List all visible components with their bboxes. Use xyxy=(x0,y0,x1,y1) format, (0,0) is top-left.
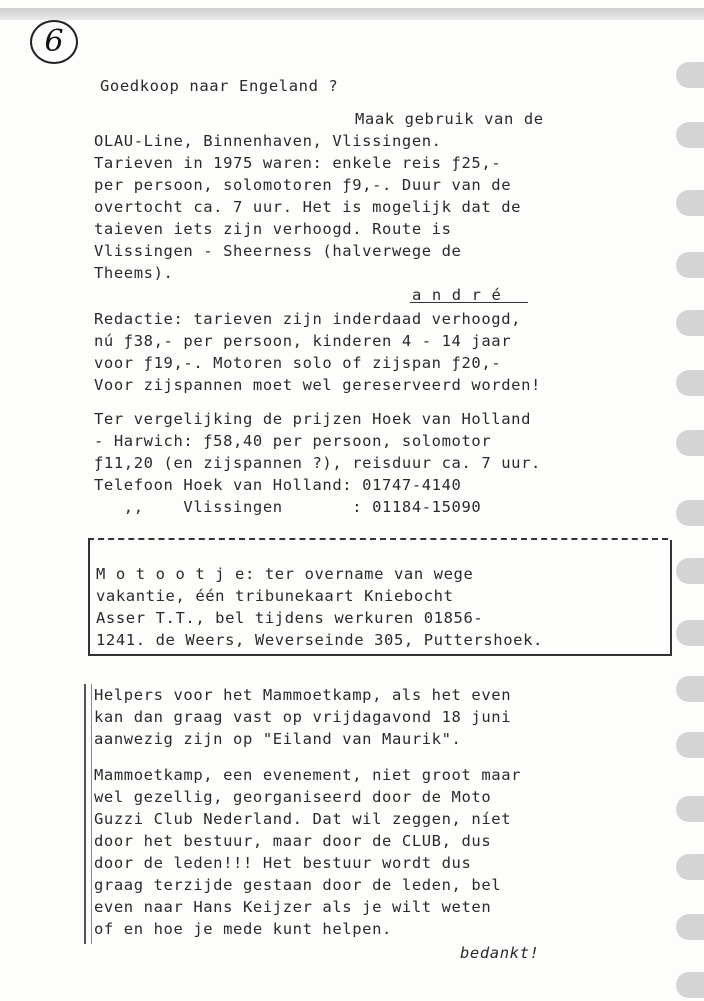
classified-line: Asser T.T., bel tijdens werkuren 01856- xyxy=(96,609,484,627)
article-line: OLAU-Line, Binnenhaven, Vlissingen. xyxy=(94,132,442,150)
binder-hole xyxy=(676,972,704,998)
binder-hole xyxy=(676,796,704,822)
article2-line: of en hoe je mede kunt helpen. xyxy=(94,920,392,938)
binder-hole xyxy=(676,732,704,758)
binder-hole xyxy=(676,854,704,880)
binder-hole xyxy=(676,310,704,336)
editorial-line: Voor zijspannen moet wel gereserveerd worden! xyxy=(94,376,541,394)
binder-hole xyxy=(676,500,704,526)
comparison-line: ƒ11,20 (en zijspannen ?), reisduur ca. 7 uur. xyxy=(94,454,541,472)
article2-line: even naar Hans Keijzer als je wilt weten xyxy=(94,898,492,916)
binder-hole xyxy=(676,190,704,216)
article2-line: Mammoetkamp, een evenement, niet groot maar xyxy=(94,766,522,784)
binder-hole xyxy=(676,122,704,148)
binder-hole xyxy=(676,252,704,278)
article2-line: wel gezellig, georganiseerd door de Moto xyxy=(94,788,492,806)
page-number: 6 xyxy=(30,20,78,64)
binder-hole xyxy=(676,620,704,646)
article-line: overtocht ca. 7 uur. Het is mogelijk dat de xyxy=(94,198,522,216)
editorial-line: Redactie: tarieven zijn inderdaad verhoogd, xyxy=(94,310,522,328)
comparison-line: Ter vergelijking de prijzen Hoek van Holland xyxy=(94,410,531,428)
comparison-line: - Harwich: ƒ58,40 per persoon, solomotor xyxy=(94,432,492,450)
comparison-line: Telefoon Hoek van Holland: 01747-4140 xyxy=(94,476,462,494)
article2-line: kan dan graag vast op vrijdagavond 18 juni xyxy=(94,708,512,726)
binder-hole xyxy=(676,914,704,940)
binder-hole xyxy=(676,62,704,88)
editorial-line: voor ƒ19,-. Motoren solo of zijspan ƒ20,- xyxy=(94,354,502,372)
article-line: Tarieven in 1975 waren: enkele reis ƒ25,- xyxy=(94,154,502,172)
article2-line: aanwezig zijn op "Eiland van Maurik". xyxy=(94,730,462,748)
editorial-line: nú ƒ38,- per persoon, kinderen 4 - 14 jaar xyxy=(94,332,512,350)
binder-hole xyxy=(676,676,704,702)
article2-line: door de leden!!! Het bestuur wordt dus xyxy=(94,854,472,872)
author-signature: a n d r é xyxy=(412,286,502,304)
author-underline xyxy=(410,302,528,303)
article2-line: Helpers voor het Mammoetkamp, als het even xyxy=(94,686,512,704)
article-line: Maak gebruik van de xyxy=(355,110,544,128)
margin-rule xyxy=(84,684,92,944)
binder-hole xyxy=(676,430,704,456)
article2-line: Guzzi Club Nederland. Dat wil zeggen, níet xyxy=(94,810,512,828)
article-line: Vlissingen - Sheerness (halverwege de xyxy=(94,242,462,260)
classified-line: M o t o o t j e: ter overname van wege xyxy=(96,565,474,583)
binder-hole xyxy=(676,558,704,584)
signoff: bedankt! xyxy=(460,944,540,962)
article2-line: door het bestuur, maar door de CLUB, dus xyxy=(94,832,492,850)
article2-line: graag terzijde gestaan door de leden, bel xyxy=(94,876,502,894)
article-title: Goedkoop naar Engeland ? xyxy=(100,77,339,95)
binder-hole xyxy=(676,370,704,396)
classified-line: vakantie, één tribunekaart Kniebocht xyxy=(96,587,454,605)
classified-line: 1241. de Weers, Weverseinde 305, Puttershoek. xyxy=(96,631,543,649)
article-line: Theems). xyxy=(94,264,174,282)
article-line: per persoon, solomotoren ƒ9,-. Duur van de xyxy=(94,176,512,194)
article-line: taieven iets zijn verhoogd. Route is xyxy=(94,220,452,238)
page-top-edge xyxy=(0,8,704,20)
comparison-line: ,, Vlissingen : 01184-15090 xyxy=(94,498,482,516)
